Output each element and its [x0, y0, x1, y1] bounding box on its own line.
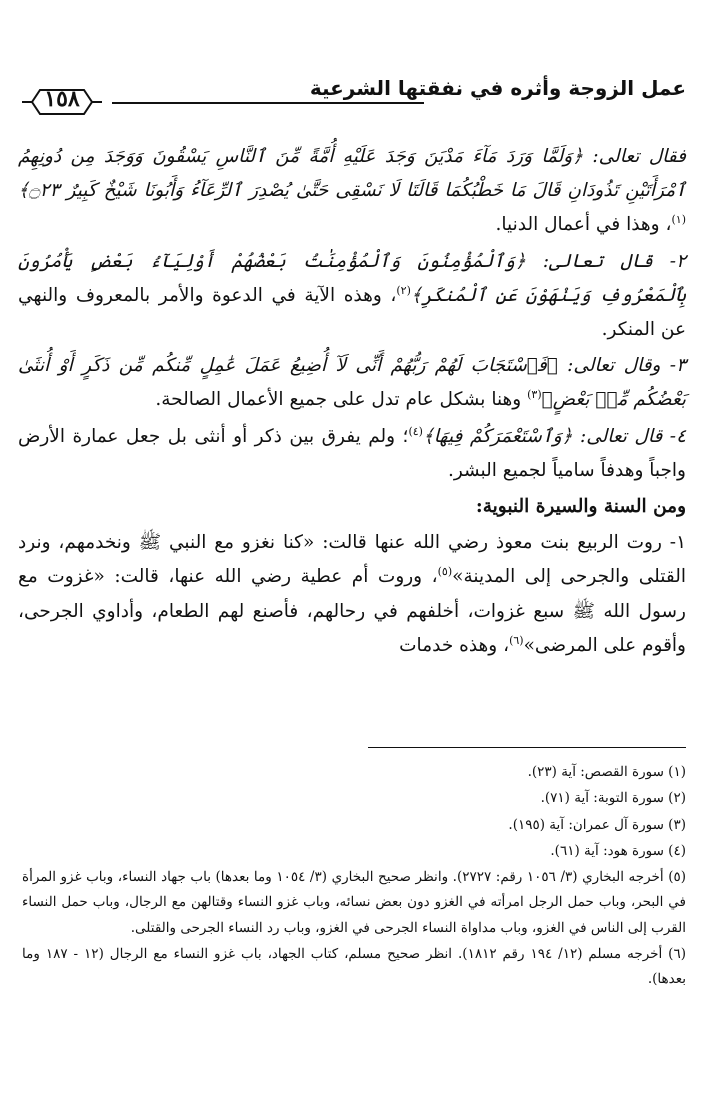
footnote-1: (١) سورة القصص: آية (٢٣). [527, 764, 686, 780]
paragraph-2-tail: ، وهذه الآية في الدعوة والأمر بالمعروف والنهي عن المنكر. [18, 284, 686, 341]
page-number: ١٥٨ [44, 86, 80, 112]
footnote-3: (٣) سورة آل عمران: آية (١٩٥). [508, 816, 686, 833]
paragraph-3-tail: وهنا بشكل عام تدل على جميع الأعمال الصالحة. [155, 389, 528, 411]
paragraph-3 [18, 349, 686, 417]
paragraph-1 [18, 140, 686, 243]
footnote-6: (٦) أخرجه مسلم (١٢/ ١٩٤ رقم ١٨١٢). انظر صحيح مسلم، كتاب الجهاد، باب غزو النساء مع الرجال (١٢ - ١٨٧ وما بعدها). [22, 946, 687, 988]
footnote-2: (٢) سورة التوبة: آية (٧١). [540, 790, 686, 807]
footnote-ref-4: (٤) [408, 424, 423, 438]
hadith-2: ، وروت أم عطية رضي الله عنها، قالت: «غزوت مع رسول الله ﷺ سبع غزوات، أخلفهم في رحالهم، فأصنع لهم الطعام، وأداوي الجرحى، وأقوم على المرضى» [18, 566, 686, 656]
footnotes [22, 760, 686, 994]
paragraph-4 [18, 420, 686, 488]
footnote-ref-2: (٢) [396, 283, 411, 297]
page-number-frame [22, 84, 102, 120]
footnote-ref-5: (٥) [437, 565, 453, 579]
quran-verse-4: ٤- قال تعالى: ﴿وَٱسْتَعْمَرَكُمْ فِيهَا﴾ [422, 425, 686, 447]
quran-verse-2: ٢- قال تعالى: ﴿وَٱلْمُؤْمِنُونَ وَٱلْمُؤْمِنَٰتُ بَعْضُهُمْ أَوْلِيَآءُ بَعْضٍ يَأْمُرُونَ بِٱلْمَعْرُوفِ وَيَنْهَوْنَ عَنِ ٱلْمُنكَرِ﴾ [18, 250, 686, 306]
section-subheading: ومن السنة والسيرة النبوية: [475, 496, 686, 518]
hadith-1: ١- روت الربيع بنت معوذ رضي الله عنها قالت: «كنا نغزو مع النبي ﷺ ونخدمهم، ونرد القتلى والجرحى إلى المدينة» [18, 532, 686, 588]
paragraph-5-tail: ، وهذه خدمات [399, 634, 510, 656]
footnote-ref-1: (١) [671, 213, 686, 227]
paragraph-5 [18, 526, 686, 663]
paragraph-4-tail: ؛ ولم يفرق بين ذكر أو أنثى بل جعل عمارة الأرض واجباً وهدفاً سامياً لجميع البشر. [18, 425, 686, 481]
footnote-ref-6: (٦) [509, 633, 524, 647]
main-text [18, 140, 686, 665]
footnote-5: (٥) أخرجه البخاري (٣/ ١٠٥٦ رقم: ٢٧٢٧). وانظر صحيح البخاري (٣/ ١٠٥٤ وما بعدها) باب جهاد النساء، وباب غزو المرأة في البحر، وباب حمل الرجل امرأته في الغزو دون بعض نسائه، وباب غزو النساء وقتالهن مع الرجال، وباب حمل النساء القرب إلى الناس في الغزو، وباب مداواة النساء الجرحى في الغزو، وباب رد النساء الجرحى والقتلى. [22, 869, 687, 936]
footnote-4: (٤) سورة هود: آية (٦١). [550, 842, 686, 859]
page-header [22, 66, 686, 120]
header-rule [112, 102, 424, 104]
quran-verse-1: فقال تعالى: ﴿وَلَمَّا وَرَدَ مَآءَ مَدْيَنَ وَجَدَ عَلَيْهِ أُمَّةً مِّنَ ٱلنَّاسِ يَسْقُونَ وَوَجَدَ مِن دُونِهِمُ ٱمْرَأَتَيْنِ تَذُودَانِ قَالَ مَا خَطْبُكُمَا قَالَتَا لَا نَسْقِى حَتَّىٰ يُصْدِرَ ٱلرِّعَآءُ وَأَبُونَا شَيْخٌ كَبِيرٌ ۝٢٣﴾ [18, 146, 686, 202]
footnote-divider [368, 747, 686, 748]
footnote-ref-3: (٣) [527, 388, 542, 402]
paragraph-2 [18, 245, 686, 348]
quran-verse-3: ٣- وقال تعالى: ﴿فَٱسْتَجَابَ لَهُمْ رَبُّهُمْ أَنِّى لَآ أُضِيعُ عَمَلَ عَٰمِلٍ مِّنكُم مِّن ذَكَرٍ أَوْ أُنثَىٰ بَعْضُكُم مِّنۢ بَعْضٍ﴾ [18, 355, 686, 411]
paragraph-1-tail: ، وهذا في أعمال الدنيا. [495, 214, 672, 236]
running-title: عمل الزوجة وأثره في نفقتها الشرعية [309, 76, 686, 100]
